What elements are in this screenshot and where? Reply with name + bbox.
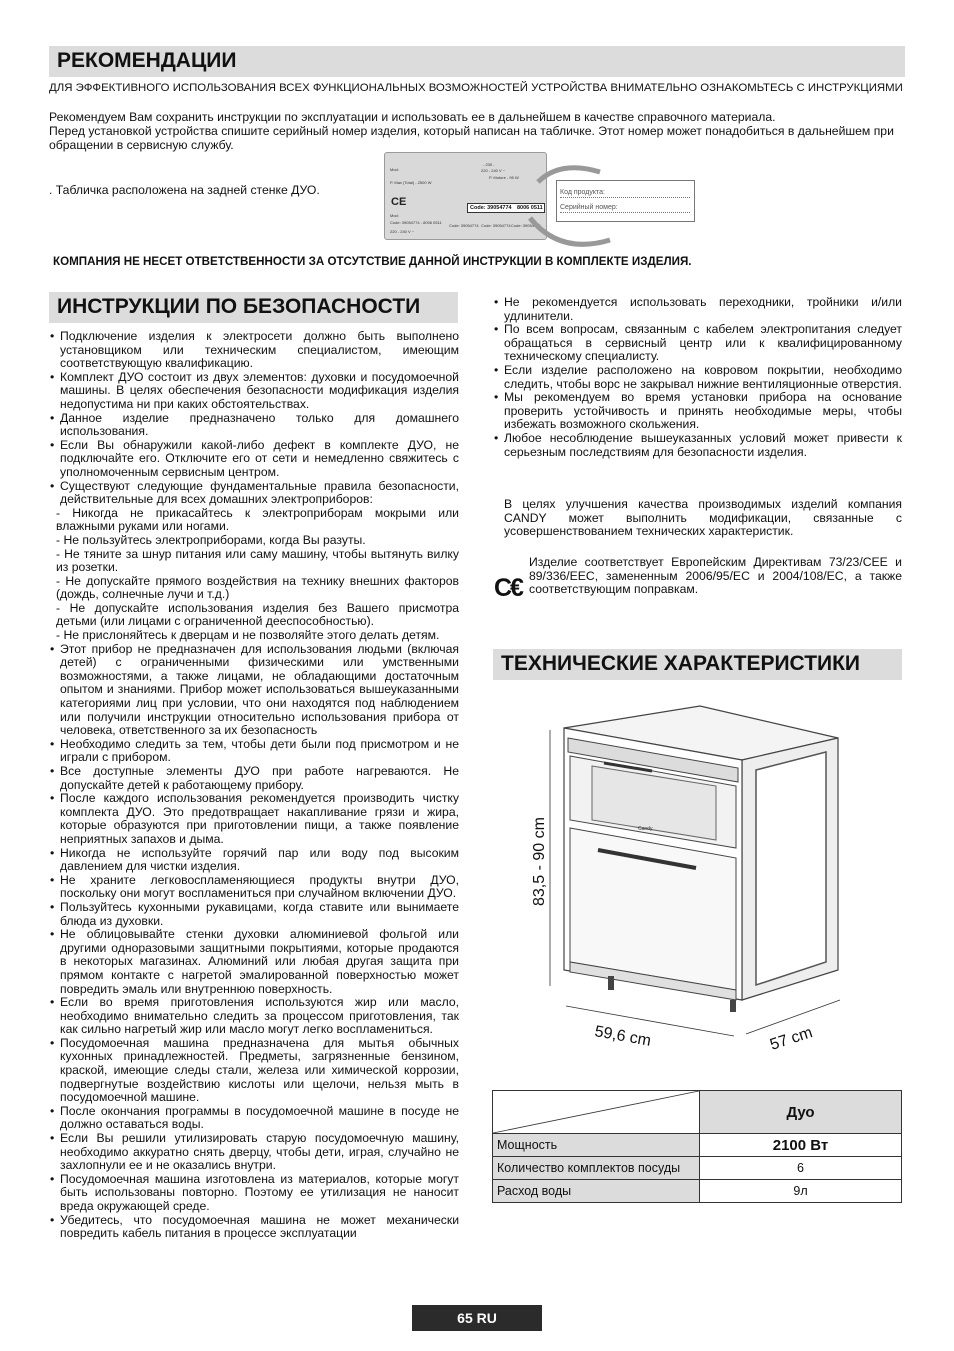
safety-item: • Этот прибор не предназначен для использования людьми (включая детей) с ограниченными физическими или умственными возможностями, а также лицами, не обладающими достаточным опытом и знаниями. Прибор может использоваться вышеуказанными категориями лиц при условии, что они находятся под наблюдением или получили инструкции относительно использования прибора от человека, ответственного за их безопасность: [48, 643, 459, 738]
recommend-intro: ДЛЯ ЭФФЕКТИВНОГО ИСПОЛЬЗОВАНИЯ ВСЕХ ФУНКЦИОНАЛЬНЫХ ВОЗМОЖНОСТЕЙ УСТРОЙСТВА ВНИМАТЕЛЬНО ОЗНАКОМЬТЕСЬ С ИНСТРУКЦИЯМИ: [49, 82, 903, 94]
plate-note: . Табличка расположена на задней стенке ДУО.: [49, 183, 320, 197]
row-value-sets: 6: [700, 1157, 902, 1180]
safety-item: • Не храните легковоспламеняющиеся продукты внутри ДУО, поскольку они могут воспламениться при случайном включении ДУО.: [48, 874, 459, 901]
safety-item: • После окончания программы в посудомоечной машине в посуде не должно оставаться воды.: [48, 1105, 459, 1132]
safety-item: • Посудомоечная машина предназначена для мытья обычных кухонных принадлежностей. Предметы, загрязненные бензином, краской, имеющие следы стали, железа или химической коррозии, подвергнутые воздействию кислоты или щелочи, нельзя мыть в посудомоечной машине.: [48, 1037, 459, 1105]
safety-item: • Если во время приготовления используются жир или масло, необходимо внимательно следить за процессом приготовления, так как сильно нагретый жир или масло могут легко воспламениться.: [48, 996, 459, 1037]
safety-item: • Убедитесь, что посудомоечная машина не может механически повредить кабель питания в процессе эксплуатации: [48, 1214, 459, 1241]
ce-text: Изделие соответствует Европейским Директивам 73/23/CEE и 89/336/EEC, замененным 2006/95/EC и 2004/108/EC, а также соответствующим поправкам.: [529, 555, 902, 597]
dim-depth: 57 cm: [767, 1024, 815, 1054]
safety-item: • Необходимо следить за тем, чтобы дети были под присмотром и не играли с прибором.: [48, 738, 459, 765]
safety-item: • Все доступные элементы ДУО при работе нагреваются. Не допускайте детей к работающему прибору.: [48, 765, 459, 792]
safety-item: - Никогда не прикасайтесь к электроприборам мокрыми или влажными руками или ногами.: [56, 505, 459, 534]
row-value-water: 9л: [700, 1180, 902, 1203]
safety-item: • Посудомоечная машина изготовлена из материалов, которые могут быть использованы повторно. Поэтому ее утилизация не наносит вреда окружающей среде.: [48, 1173, 459, 1214]
safety-item: • Никогда не используйте горячий пар или воду под высоким давлением для чистки изделия.: [48, 847, 459, 874]
safety-list-left: [48, 330, 459, 1241]
serial-box: [556, 180, 695, 222]
safety-item: • Не облицовывайте стенки духовки алюминиевой фольгой или другими одноразовыми защитными покрытиями, которые продаются в некоторых магазинах. Алюминий или любая другая защита при прямом контакте с нагретой эмалированной поверхностью может повредить эмаль или внутреннюю поверхность.: [48, 928, 459, 996]
safety-item: • Любое несоблюдение вышеуказанных условий может привести к серьезным последствиям для безопасности изделия.: [492, 432, 902, 459]
safety-item: - Не допускайте использования изделия без Вашего присмотра детьми (или лицами с ограниченной дееспособностью).: [56, 600, 459, 629]
rating-plate: Mod: P. Max (Total) - 2500 W - 230 - 220 - 240 V ~ P. Motore - 95 W CE Code: 39054774 8006 0511 Mod: Code: 39054774 - 8006 0511 220 - 240 V ~ Code: 39054774 Code: 39054774 Code: 39054774: [384, 152, 547, 240]
safety-item: • После каждого использования рекомендуется производить чистку комплекта ДУО. Это предотвращает накапливание грязи и жира, которые образуются при приготовлении пищи, а также появление неприятных запахов и дыма.: [48, 792, 459, 846]
tech-title: ТЕХНИЧЕСКИЕ ХАРАКТЕРИСТИКИ: [493, 649, 902, 680]
row-label-water: Расход воды: [493, 1180, 700, 1203]
table-corner: [493, 1091, 700, 1134]
safety-list-right: [492, 296, 902, 459]
safety-item: • Если Вы обнаружили какой-либо дефект в комплекте ДУО, не подключайте его. Отключите его от сети и немедленно свяжитесь с уполномоченным сервисным центром.: [48, 439, 459, 480]
safety-item: - Не пользуйтесь электроприборами, когда Вы разуты.: [56, 532, 366, 547]
safety-item: • Подключение изделия к электросети должно быть выполнено установщиком или техническим специалистом, имеющим соответствующую квалификацию.: [48, 330, 459, 371]
safety-item: • Мы рекомендуем во время установки прибора на основание проверить устойчивость и принять необходимые меры, чтобы избежать возможного скольжения.: [492, 391, 902, 432]
plate-code-1: Code: 39054774: [470, 205, 512, 211]
serial-label: Серийный номер:: [560, 203, 690, 213]
safety-item: • Если изделие расположено на ковровом покрытии, необходимо следить, чтобы ворс не закрывал нижние вентиляционные отверстия.: [492, 364, 902, 391]
tech-table: [492, 1090, 902, 1203]
table-header: Дуо: [700, 1091, 902, 1134]
disclaimer: КОМПАНИЯ НЕ НЕСЕТ ОТВЕТСТВЕННОСТИ ЗА ОТСУТСТВИЕ ДАННОЙ ИНСТРУКЦИИ В КОМПЛЕКТЕ ИЗДЕЛИЯ.: [53, 255, 692, 268]
row-value-power: 2100 Вт: [700, 1134, 902, 1157]
safety-item: - Не тяните за шнур питания или саму машину, чтобы вытянуть вилку из розетки.: [56, 546, 459, 575]
recommend-para2: Перед установкой устройства спишите серийный номер изделия, который написан на табличке. Этот номер может понадобиться в дальнейшем при обращении в сервисную службу.: [49, 124, 894, 152]
safety-item: • Если Вы решили утилизировать старую посудомоечную машину, необходимо аккуратно снять дверцу, чтобы дети, играя, случайно не захлопнули ее и не оказались внутри.: [48, 1132, 459, 1173]
device-brand: Candy: [638, 826, 653, 832]
recommend-para1: Рекомендуем Вам сохранить инструкции по эксплуатации и использовать ее в дальнейшем в качестве справочного материала.: [49, 110, 776, 124]
safety-title: ИНСТРУКЦИИ ПО БЕЗОПАСНОСТИ: [49, 292, 458, 323]
device-drawing: [520, 700, 870, 1060]
plate-code-2: 8006 0511: [517, 205, 543, 211]
page-number: 65 RU: [412, 1305, 542, 1331]
safety-item: • Комплект ДУО состоит из двух элементов: духовки и посудомоечной машины. В целях обеспечения безопасности модификация изделия недопустима ни при каких обстоятельствах.: [48, 371, 459, 412]
dim-height: 83,5 - 90 cm: [531, 817, 548, 906]
safety-item: • Не рекомендуется использовать переходники, тройники и/или удлинители.: [492, 296, 902, 323]
safety-item: • По всем вопросам, связанным с кабелем электропитания следует обращаться в сервисный центр или к квалифицированному техническому специалисту.: [492, 323, 902, 364]
safety-item: • Пользуйтесь кухонными рукавицами, когда ставите или вынимаете блюда из духовки.: [48, 901, 459, 928]
ce-mark-icon: C€: [494, 574, 522, 602]
dim-width: 59,6 cm: [593, 1023, 653, 1050]
safety-item: - Не прислоняйтесь к дверцам и не позволяйте этого делать детям.: [56, 628, 440, 643]
row-label-power: Мощность: [493, 1134, 700, 1157]
improvement-note: В целях улучшения качества производимых изделий компания CANDY может выполнить модификации, связанные с усовершенствованием технических характеристик.: [504, 497, 902, 539]
code-label: Код продукта:: [560, 188, 690, 198]
recommend-title: РЕКОМЕНДАЦИИ: [49, 46, 905, 77]
safety-item: • Данное изделие предназначено только для домашнего использования.: [48, 412, 459, 439]
row-label-sets: Количество комплектов посуды: [493, 1157, 700, 1180]
safety-item: • Существуют следующие фундаментальные правила безопасности, действительные для всех домашних электроприборов:: [48, 480, 459, 507]
ce-mark-icon: CE: [391, 196, 407, 208]
safety-item: - Не допускайте прямого воздействия на технику внешних факторов (дождь, солнечные лучи и т.д.): [56, 573, 459, 602]
